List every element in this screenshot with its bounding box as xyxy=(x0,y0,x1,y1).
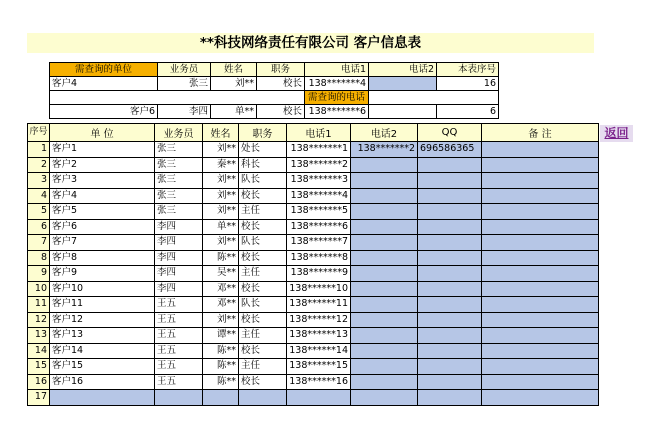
cell-name[interactable]: 刘** xyxy=(203,235,239,251)
cell-notes[interactable] xyxy=(482,266,599,282)
cell-index[interactable]: 11 xyxy=(28,297,50,313)
cell-phone1[interactable]: 138******13 xyxy=(287,328,351,344)
cell-qq[interactable] xyxy=(418,374,482,390)
cell-index[interactable]: 3 xyxy=(28,173,50,189)
cell-qq[interactable] xyxy=(418,235,482,251)
cell-phone1[interactable] xyxy=(287,390,351,406)
cell-phone2[interactable] xyxy=(351,343,418,359)
col-header-phone2: 电话2 xyxy=(351,124,418,142)
cell-index[interactable]: 6 xyxy=(28,219,50,235)
cell-title[interactable]: 队长 xyxy=(239,173,287,189)
cell-title[interactable]: 校长 xyxy=(239,343,287,359)
cell-phone1[interactable]: 138*******8 xyxy=(287,250,351,266)
cell-unit[interactable]: 客户6 xyxy=(50,219,155,235)
cell-phone1[interactable]: 138*******3 xyxy=(287,173,351,189)
cell-phone1[interactable]: 138******16 xyxy=(287,374,351,390)
table-row xyxy=(28,281,599,297)
cell-title[interactable]: 主任 xyxy=(239,266,287,282)
cell-name[interactable]: 吴** xyxy=(203,266,239,282)
query-table xyxy=(49,62,499,119)
cell-notes[interactable] xyxy=(482,390,599,406)
cell-phone2[interactable] xyxy=(351,250,418,266)
query-phone2-header: 电话2 xyxy=(369,63,437,77)
cell-index[interactable]: 5 xyxy=(28,204,50,220)
cell-name[interactable]: 单** xyxy=(203,219,239,235)
query-salesman-value: 张三 xyxy=(158,77,211,91)
query-input-row xyxy=(50,77,499,91)
table-row xyxy=(28,374,599,390)
cell-title[interactable]: 校长 xyxy=(239,312,287,328)
query-unit-header: 需查询的单位 xyxy=(50,63,158,77)
cell-notes[interactable] xyxy=(482,204,599,220)
table-row xyxy=(28,328,599,344)
cell-unit[interactable]: 客户15 xyxy=(50,359,155,375)
cell-salesman[interactable]: 王五 xyxy=(155,343,203,359)
cell-title[interactable]: 主任 xyxy=(239,204,287,220)
cell-unit[interactable] xyxy=(50,390,155,406)
cell-notes[interactable] xyxy=(482,281,599,297)
cell-phone2[interactable] xyxy=(351,219,418,235)
cell-unit[interactable]: 客户2 xyxy=(50,157,155,173)
cell-notes[interactable] xyxy=(482,188,599,204)
table-row xyxy=(28,390,599,406)
cell-phone1[interactable]: 138*******5 xyxy=(287,204,351,220)
cell-qq[interactable] xyxy=(418,390,482,406)
cell-phone2[interactable] xyxy=(351,359,418,375)
cell-qq[interactable] xyxy=(418,250,482,266)
table-row xyxy=(28,173,599,189)
cell-qq[interactable] xyxy=(418,188,482,204)
cell-notes[interactable] xyxy=(482,312,599,328)
cell-phone2[interactable] xyxy=(351,390,418,406)
cell-notes[interactable] xyxy=(482,343,599,359)
table-row xyxy=(28,219,599,235)
cell-salesman[interactable]: 王五 xyxy=(155,374,203,390)
cell-unit[interactable]: 客户16 xyxy=(50,374,155,390)
cell-salesman[interactable]: 李四 xyxy=(155,235,203,251)
cell-qq[interactable] xyxy=(418,173,482,189)
cell-qq[interactable] xyxy=(418,266,482,282)
cell-name[interactable]: 秦** xyxy=(203,157,239,173)
cell-index[interactable]: 1 xyxy=(28,142,50,158)
cell-phone1[interactable]: 138*******4 xyxy=(287,188,351,204)
cell-phone2[interactable] xyxy=(351,312,418,328)
table-row xyxy=(28,157,599,173)
col-header-name: 姓名 xyxy=(203,124,239,142)
cell-salesman[interactable]: 王五 xyxy=(155,359,203,375)
cell-name[interactable]: 邓** xyxy=(203,297,239,313)
cell-unit[interactable]: 客户4 xyxy=(50,188,155,204)
cell-phone2[interactable] xyxy=(351,157,418,173)
cell-name[interactable]: 刘** xyxy=(203,142,239,158)
cell-salesman[interactable]: 张三 xyxy=(155,173,203,189)
table-row xyxy=(28,250,599,266)
cell-title[interactable]: 校长 xyxy=(239,250,287,266)
cell-salesman[interactable]: 李四 xyxy=(155,281,203,297)
cell-name[interactable]: 刘** xyxy=(203,188,239,204)
cell-name[interactable]: 陈** xyxy=(203,359,239,375)
query-phone2-value xyxy=(369,77,437,91)
cell-title[interactable]: 主任 xyxy=(239,328,287,344)
empty-cell xyxy=(50,91,305,105)
cell-phone2[interactable] xyxy=(351,204,418,220)
col-header-phone1: 电话1 xyxy=(287,124,351,142)
cell-salesman[interactable]: 王五 xyxy=(155,312,203,328)
cell-index[interactable]: 12 xyxy=(28,312,50,328)
cell-phone1[interactable]: 138*******6 xyxy=(287,219,351,235)
cell-title[interactable]: 主任 xyxy=(239,359,287,375)
cell-title[interactable]: 校长 xyxy=(239,188,287,204)
col-header-salesman: 业务员 xyxy=(155,124,203,142)
cell-index[interactable]: 15 xyxy=(28,359,50,375)
table-row xyxy=(28,359,599,375)
cell-salesman[interactable]: 李四 xyxy=(155,219,203,235)
query-phone1-header: 电话1 xyxy=(305,63,369,77)
cell-qq[interactable] xyxy=(418,219,482,235)
query-phone1-value: 138*******4 xyxy=(305,77,369,91)
cell-notes[interactable] xyxy=(482,219,599,235)
cell-salesman[interactable]: 张三 xyxy=(155,157,203,173)
cell-name[interactable]: 刘** xyxy=(203,173,239,189)
cell-title[interactable] xyxy=(239,390,287,406)
table-row xyxy=(28,235,599,251)
cell-title[interactable]: 队长 xyxy=(239,297,287,313)
table-row xyxy=(28,312,599,328)
cell-unit[interactable]: 客户12 xyxy=(50,312,155,328)
result-title-value: 校长 xyxy=(257,105,305,119)
result-salesman-value: 李四 xyxy=(158,105,211,119)
cell-salesman[interactable]: 张三 xyxy=(155,142,203,158)
cell-title[interactable]: 科长 xyxy=(239,157,287,173)
cell-salesman[interactable] xyxy=(155,390,203,406)
cell-qq[interactable] xyxy=(418,359,482,375)
cell-unit[interactable]: 客户10 xyxy=(50,281,155,297)
cell-title[interactable]: 校长 xyxy=(239,374,287,390)
cell-index[interactable]: 17 xyxy=(28,390,50,406)
cell-phone1[interactable]: 138******15 xyxy=(287,359,351,375)
table-row xyxy=(28,266,599,282)
table-row xyxy=(28,142,599,158)
cell-name[interactable]: 刘** xyxy=(203,204,239,220)
cell-salesman[interactable]: 李四 xyxy=(155,250,203,266)
cell-unit[interactable]: 客户1 xyxy=(50,142,155,158)
empty-cell xyxy=(369,91,499,105)
query-salesman-header: 业务员 xyxy=(158,63,211,77)
cell-phone2[interactable]: 138*******2 xyxy=(351,142,418,158)
cell-phone2[interactable] xyxy=(351,266,418,282)
cell-unit[interactable]: 客户9 xyxy=(50,266,155,282)
customer-table xyxy=(27,123,599,406)
cell-salesman[interactable]: 张三 xyxy=(155,204,203,220)
result-name-value: 单** xyxy=(211,105,257,119)
cell-phone1[interactable]: 138******11 xyxy=(287,297,351,313)
cell-unit[interactable]: 客户5 xyxy=(50,204,155,220)
cell-unit[interactable]: 客户13 xyxy=(50,328,155,344)
cell-salesman[interactable]: 张三 xyxy=(155,188,203,204)
cell-notes[interactable] xyxy=(482,250,599,266)
cell-phone2[interactable] xyxy=(351,328,418,344)
query-index-header: 本表序号 xyxy=(437,63,499,77)
query-name-header: 姓名 xyxy=(211,63,257,77)
cell-name[interactable]: 刘** xyxy=(203,312,239,328)
cell-notes[interactable] xyxy=(482,235,599,251)
cell-salesman[interactable]: 王五 xyxy=(155,297,203,313)
sheet-title: **科技网络责任有限公司 客户信息表 xyxy=(27,33,594,53)
cell-index[interactable]: 7 xyxy=(28,235,50,251)
query-phone-label: 需查询的电话 xyxy=(305,91,369,105)
result-index-value: 6 xyxy=(437,105,499,119)
cell-salesman[interactable]: 李四 xyxy=(155,266,203,282)
cell-phone1[interactable]: 138*******2 xyxy=(287,157,351,173)
query-phone-result-row xyxy=(50,105,499,119)
cell-qq[interactable] xyxy=(418,281,482,297)
cell-notes[interactable] xyxy=(482,173,599,189)
cell-unit[interactable]: 客户3 xyxy=(50,173,155,189)
cell-name[interactable] xyxy=(203,390,239,406)
result-phone2-value xyxy=(369,105,437,119)
cell-phone2[interactable] xyxy=(351,374,418,390)
cell-phone1[interactable]: 138******12 xyxy=(287,312,351,328)
cell-index[interactable]: 14 xyxy=(28,343,50,359)
cell-name[interactable]: 陈** xyxy=(203,250,239,266)
col-header-notes: 备 注 xyxy=(482,124,599,142)
cell-phone2[interactable] xyxy=(351,281,418,297)
cell-phone2[interactable] xyxy=(351,188,418,204)
cell-name[interactable]: 陈** xyxy=(203,343,239,359)
back-link[interactable]: 返回 xyxy=(600,125,633,142)
cell-unit[interactable]: 客户7 xyxy=(50,235,155,251)
cell-qq[interactable] xyxy=(418,204,482,220)
cell-qq[interactable]: 696586365 xyxy=(418,142,482,158)
cell-notes[interactable] xyxy=(482,374,599,390)
cell-phone1[interactable]: 138*******9 xyxy=(287,266,351,282)
cell-title[interactable]: 处长 xyxy=(239,142,287,158)
table-row xyxy=(28,343,599,359)
cell-notes[interactable] xyxy=(482,328,599,344)
cell-phone1[interactable]: 138******14 xyxy=(287,343,351,359)
cell-phone1[interactable]: 138******10 xyxy=(287,281,351,297)
table-header-row xyxy=(28,124,599,142)
cell-title[interactable]: 队长 xyxy=(239,235,287,251)
table-row xyxy=(28,297,599,313)
query-name-value: 刘** xyxy=(211,77,257,91)
cell-index[interactable]: 9 xyxy=(28,266,50,282)
cell-title[interactable]: 校长 xyxy=(239,219,287,235)
cell-name[interactable]: 谭** xyxy=(203,328,239,344)
cell-qq[interactable] xyxy=(418,157,482,173)
cell-notes[interactable] xyxy=(482,157,599,173)
result-unit-value: 客户6 xyxy=(50,105,158,119)
col-header-title: 职务 xyxy=(239,124,287,142)
cell-qq[interactable] xyxy=(418,297,482,313)
cell-qq[interactable] xyxy=(418,312,482,328)
query-title-header: 职务 xyxy=(257,63,305,77)
col-header-qq: QQ xyxy=(418,124,482,142)
query-title-value: 校长 xyxy=(257,77,305,91)
col-header-unit: 单 位 xyxy=(50,124,155,142)
cell-qq[interactable] xyxy=(418,343,482,359)
cell-qq[interactable] xyxy=(418,328,482,344)
cell-index[interactable]: 13 xyxy=(28,328,50,344)
cell-index[interactable]: 16 xyxy=(28,374,50,390)
cell-title[interactable]: 校长 xyxy=(239,281,287,297)
cell-index[interactable]: 10 xyxy=(28,281,50,297)
cell-phone2[interactable] xyxy=(351,297,418,313)
cell-unit[interactable]: 客户14 xyxy=(50,343,155,359)
cell-notes[interactable] xyxy=(482,359,599,375)
cell-notes[interactable] xyxy=(482,297,599,313)
query-header-row xyxy=(50,63,499,77)
query-phone-label-row xyxy=(50,91,499,105)
cell-phone2[interactable] xyxy=(351,173,418,189)
cell-name[interactable]: 邓** xyxy=(203,281,239,297)
cell-index[interactable]: 8 xyxy=(28,250,50,266)
cell-unit[interactable]: 客户11 xyxy=(50,297,155,313)
cell-phone2[interactable] xyxy=(351,235,418,251)
table-row xyxy=(28,188,599,204)
query-unit-input[interactable]: 客户4 xyxy=(50,77,158,91)
cell-index[interactable]: 2 xyxy=(28,157,50,173)
cell-salesman[interactable]: 王五 xyxy=(155,328,203,344)
table-row xyxy=(28,204,599,220)
col-header-index: 序号 xyxy=(28,124,50,142)
query-index-value: 16 xyxy=(437,77,499,91)
cell-notes[interactable] xyxy=(482,142,599,158)
cell-phone1[interactable]: 138*******1 xyxy=(287,142,351,158)
cell-index[interactable]: 4 xyxy=(28,188,50,204)
result-phone1-input[interactable]: 138*******6 xyxy=(305,105,369,119)
cell-phone1[interactable]: 138*******7 xyxy=(287,235,351,251)
cell-unit[interactable]: 客户8 xyxy=(50,250,155,266)
cell-name[interactable]: 陈** xyxy=(203,374,239,390)
